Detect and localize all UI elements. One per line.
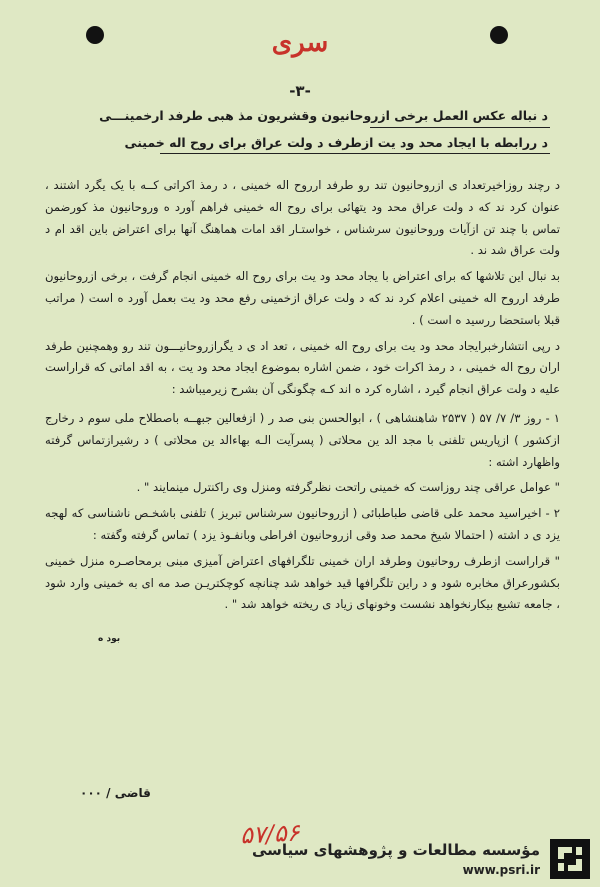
document-body (45, 175, 560, 620)
paragraph-1: د رچند روزاخیرتعداد ی ازروحانیون تند رو طرفد ارروح اله خمینی ، د رمذ اکراتی کــه با یک یگرد اشتند ، عنوان کرد ند که د ولت عراق محد ود یتهائی برای روح اله خمینی فراهم آورد ه وروحانیون مذ کورضمن تماس با چند تن ازآیات وروحانیون سرشناس ، خواستـار اقد امات هماهنگ آنها برای اعتراض باین اقد ام د ولت عراق شد ند . (45, 178, 560, 258)
heading-underline-1 (370, 127, 550, 128)
paragraph-2: بد نبال این تلاشها که برای اعتراض با یجاد محد ود یت برای روح اله خمینی انجام گرفت ، برخی ازروحانیون طرفد ارروح اله خمینی اعلام کرد ند که د ولت عراق ازخمینی رفع محد ود یت بعمل آورد ه است ( مراتب قبلا باستحضا ررسید ه است ) . (45, 269, 560, 327)
heading-line-1: د نباله عکس العمل برخی ازروحانیون وقشریون مذ هبی طرفد ارخمینـــی (99, 108, 548, 123)
paragraph-3: د رپی انتشارخبرایجاد محد ود یت برای روح اله خمینی ، تعد اد ی د یگرازروحانیـــون تند رو وهمچنین طرفد اران روح اله خمینی ، د رمذ اکرات خود ، ضمن اشاره بموضوع ایجاد محد ود یت ، به اقد اماتی که قراراست علیه د ولت عراق انجام گیرد ، اشاره کرد ه اند کـه چگونگی آن بشرح زیرمیباشد : (45, 338, 560, 397)
institute-url[interactable]: www.psri.ir (462, 863, 540, 877)
classification-stamp: سری (271, 28, 329, 58)
quote-2: " قراراست ازطرف روحانیون وطرفد اران خمینی تلگرافهای اعتراض آمیزی مبنی برمحاصـره منزل خمینی بکشورعراق مخابره شود و د راین تلگرافها قید خواهد شد چنانچه کوچکتریـن صد مه ای به خمینی وارد شود ، جامعه تشیع بیکارنخواهد نشست وخونهای زیاد ی ریخته خواهد شد " . (45, 553, 560, 612)
signature: قاضی / ۰۰۰ (80, 786, 151, 800)
heading-underline-2 (160, 153, 550, 154)
page-number: -۳- (289, 82, 311, 100)
footer (0, 827, 600, 887)
paragraph-5: ۲ - اخیراسید محمد علی قاضی طباطبائی ( ازروحانیون سرشناس تبریز ) تلفنی باشخـص ناشناسی که لهجه یزد ی د اشته ( احتمالا شیخ محمد صد وقی ازروحانیون افراطی وبانفـوذ یزد ) تماس گرفته وگفته : (45, 506, 560, 542)
handwritten-number: ۵۷/۵۶ (239, 818, 301, 850)
paragraph-4: ۱ - روز ۳/ ۷/ ۵۷ ( ۲۵۳۷ شاهنشاهی ) ، ابوالحسن بنی صد ر ( ازفعالین جبهــه باصطلاح ملی سوم د رخارج ازکشور ) ازپاریس تلفنی با مجد الد ین محلاتی ( پسرآیت الـه بهاءالد ین محلاتی ) د رشیرازتماس گرفته واظهارد اشته : (45, 410, 561, 469)
institute-logo-icon (550, 839, 590, 879)
inserted-word: بود ه (98, 634, 121, 644)
institute-name: مؤسسه مطالعات و پژوهشهای سیاسی (251, 841, 540, 859)
heading-line-2: د ررابطه با ایجاد محد ود یت ازطرف د ولت عراق برای روح اله خمینی (124, 135, 548, 150)
quote-1: " عوامل عراقی چند روزاست که خمینی راتحت نظرگرفته ومنزل وی راکنترل مینمایند " . (136, 480, 560, 495)
